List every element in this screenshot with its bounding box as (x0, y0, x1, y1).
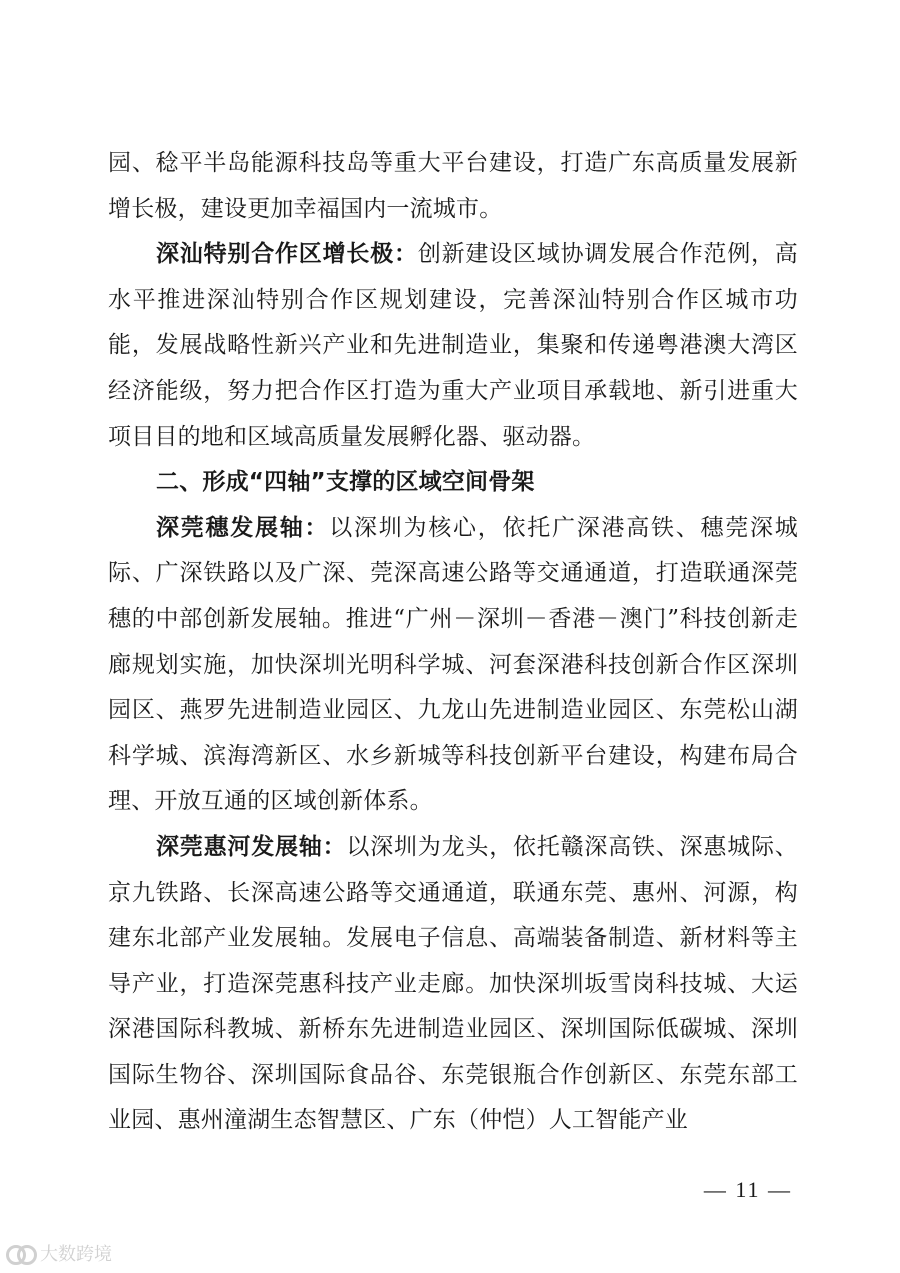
page-number: — 11 — (703, 1177, 792, 1202)
paragraph-text: 园、稔平半岛能源科技岛等重大平台建设，打造广东高质量发展新增长极，建设更加幸福国内一流城市。 (108, 150, 798, 222)
watermark-logo-icon (6, 1241, 36, 1265)
paragraph-lead: 深莞惠河发展轴： (156, 833, 347, 860)
paragraph-text: 以深圳为龙头，依托赣深高铁、深惠城际、京九铁路、长深高速公路等交通通道，联通东莞、惠州、河源，构建东北部产业发展轴。发展电子信息、高端装备制造、新材料等主导产业，打造深莞惠科技产业走廊。加快深圳坂雪岗科技城、大运深港国际科教城、新桥东先进制造业园区、深圳国际低碳城、深圳国际生物谷、深圳国际食品谷、东莞银瓶合作创新区、东莞东部工业园、惠州潼湖生态智慧区、广东（仲恺）人工智能产业 (108, 833, 798, 1134)
paragraph-text: 以深圳为核心，依托广深港高铁、穗莞深城际、广深铁路以及广深、莞深高速公路等交通通道，打造联通深莞穗的中部创新发展轴。推进“广州－深圳－香港－澳门”科技创新走廊规划实施，加快深圳光明科学城、河套深港科技创新合作区深圳园区、燕罗先进制造业园区、九龙山先进制造业园区、东莞松山湖科学城、滨海湾新区、水乡新城等科技创新平台建设，构建布局合理、开放互通的区域创新体系。 (108, 514, 798, 815)
body-text (108, 141, 798, 1144)
paragraph-continued (108, 141, 798, 232)
paragraph-text: 创新建设区域协调发展合作范例，高水平推进深汕特别合作区规划建设，完善深汕特别合作区城市功能，发展战略性新兴产业和先进制造业，集聚和传递粤港澳大湾区经济能级，努力把合作区打造为重大产业项目承载地、新引进重大项目目的地和区域高质量发展孵化器、驱动器。 (108, 241, 799, 450)
section-heading: 二、形成“四轴”支撑的区域空间骨架 (156, 469, 535, 496)
paragraph-shenguansui (108, 506, 798, 825)
watermark (6, 1240, 112, 1266)
paragraph-shenshan (108, 232, 798, 460)
watermark-text: 大数跨境 (40, 1244, 112, 1265)
paragraph-lead: 深莞穗发展轴： (156, 514, 330, 541)
paragraph-lead: 深汕特别合作区增长极： (156, 241, 418, 268)
paragraph-shenguanhuihe (108, 825, 798, 1144)
